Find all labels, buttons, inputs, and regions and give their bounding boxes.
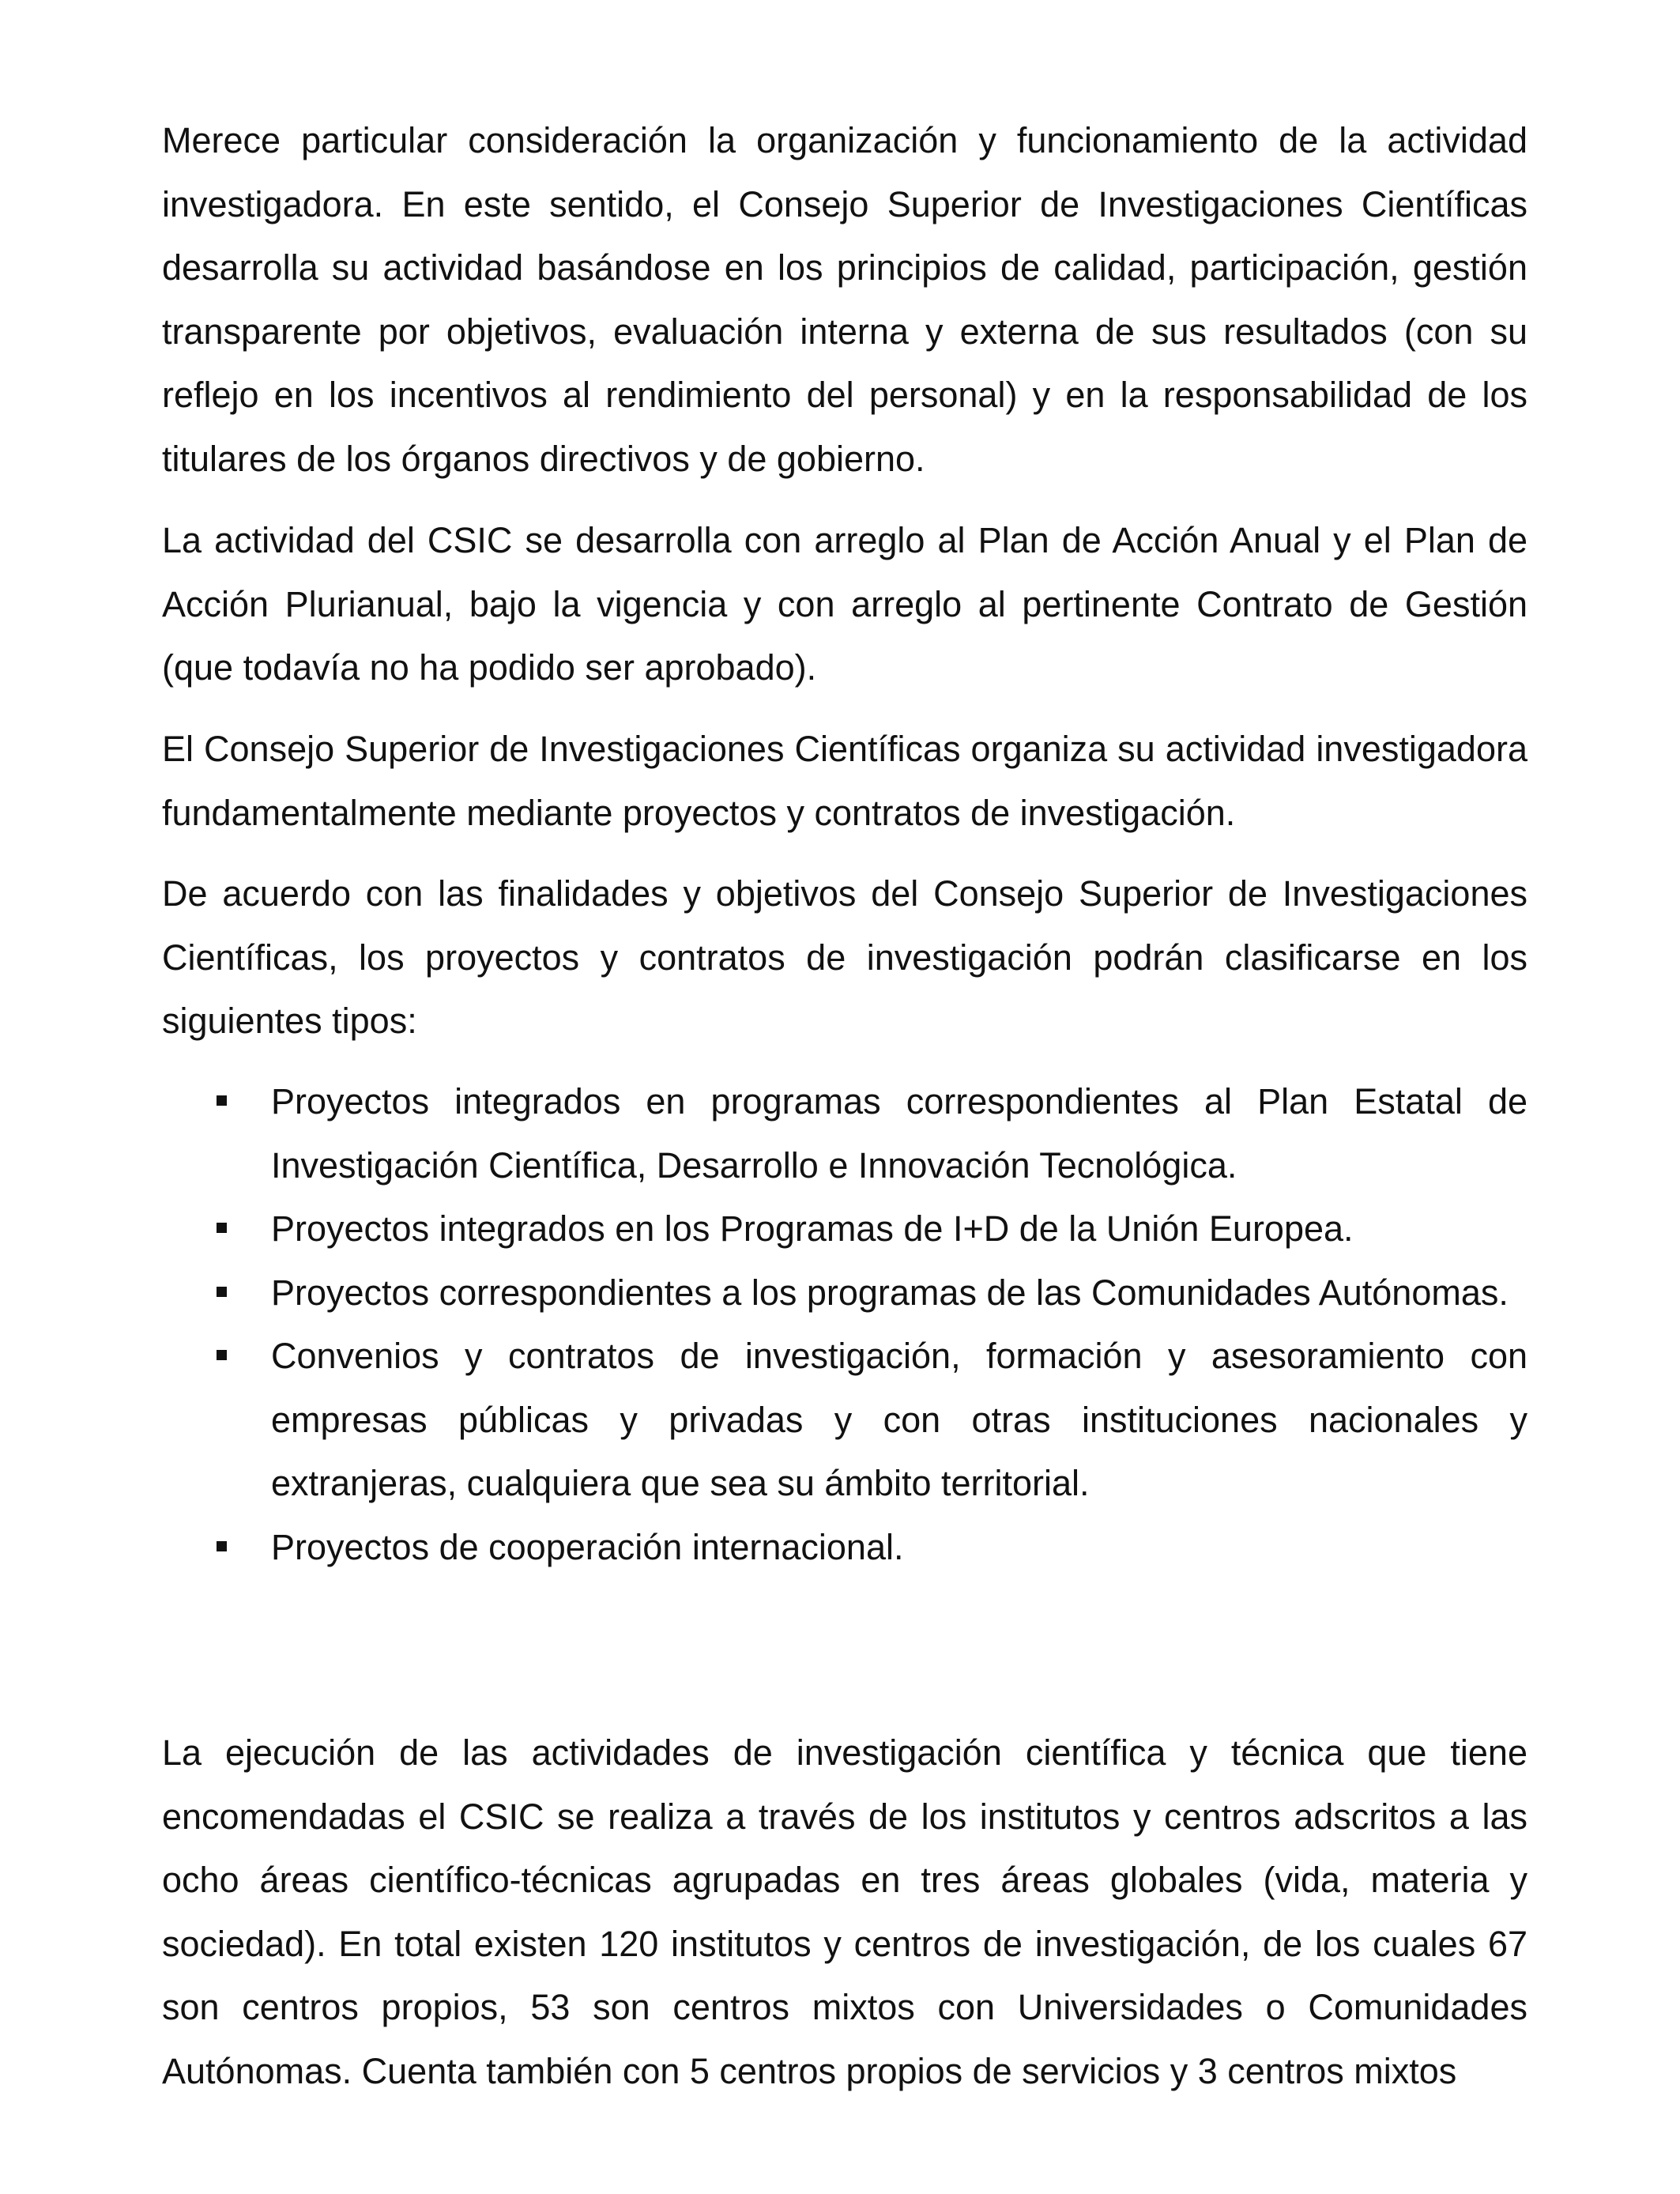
list-item-text: Proyectos integrados en programas correspondientes al Plan Estatal de Investigación Científica, Desarrollo e Innovación Tecnológica.	[271, 1081, 1527, 1186]
list-item	[162, 1325, 1527, 1516]
list-item	[162, 1070, 1527, 1197]
list-item-text: Proyectos correspondientes a los programas de las Comunidades Autónomas.	[271, 1272, 1509, 1313]
bullet-list-container	[162, 1070, 1527, 1579]
list-item	[162, 1197, 1527, 1261]
list-item-text: Proyectos de cooperación internacional.	[271, 1526, 904, 1567]
list-item-text: Proyectos integrados en los Programas de I+D de la Unión Europea.	[271, 1208, 1354, 1249]
paragraph-text: El Consejo Superior de Investigaciones Científicas organiza su actividad investigadora fundamentalmente mediante proyectos y contratos de investigación.	[162, 729, 1527, 833]
list-item	[162, 1516, 1527, 1580]
list-item-text: Convenios y contratos de investigación, formación y asesoramiento con empresas públicas y privadas y con otras instituciones nacionales y extranjeras, cualquiera que sea su ámbito territorial.	[271, 1336, 1527, 1503]
list-item	[162, 1261, 1527, 1325]
square-bullet-icon	[217, 1541, 227, 1551]
paragraph-text: La ejecución de las actividades de investigación científica y técnica que tiene encomendadas el CSIC se realiza a través de los institutos y centros adscritos a las ocho áreas científico-técnicas agrupadas en tres áreas globales (vida, materia y sociedad). En total existen 120 institutos y centros de investigación, de los cuales 67 son centros propios, 53 son centros mixtos con Universidades o Comunidades Autónomas. Cuenta también con 5 centros propios de servicios y 3 centros mixtos	[162, 1732, 1527, 2091]
paragraph-organizacion	[162, 109, 1527, 491]
paragraph-plan-accion	[162, 509, 1527, 700]
paragraph-text: Merece particular consideración la organización y funcionamiento de la actividad investigadora. En este sentido, el Consejo Superior de Investigaciones Científicas desarrolla su actividad basándose en los principios de calidad, participación, gestión transparente por objetivos, evaluación interna y externa de sus resultados (con su reflejo en los incentivos al rendimiento del personal) y en la responsabilidad de los titulares de los órganos directivos y de gobierno.	[162, 120, 1527, 479]
paragraph-text: La actividad del CSIC se desarrolla con arreglo al Plan de Acción Anual y el Plan de Acción Plurianual, bajo la vigencia y con arreglo al pertinente Contrato de Gestión (que todavía no ha podido ser aprobado).	[162, 520, 1527, 688]
paragraph-ejecucion	[162, 1721, 1527, 2103]
paragraph-organiza-actividad	[162, 718, 1527, 845]
paragraph-text: De acuerdo con las finalidades y objetivos del Consejo Superior de Investigaciones Científicas, los proyectos y contratos de investigación podrán clasificarse en los siguientes tipos:	[162, 873, 1527, 1041]
project-types-list	[162, 1070, 1527, 1579]
paragraph-finalidades	[162, 862, 1527, 1054]
square-bullet-icon	[217, 1095, 227, 1106]
square-bullet-icon	[217, 1223, 227, 1233]
square-bullet-icon	[217, 1350, 227, 1360]
square-bullet-icon	[217, 1287, 227, 1297]
